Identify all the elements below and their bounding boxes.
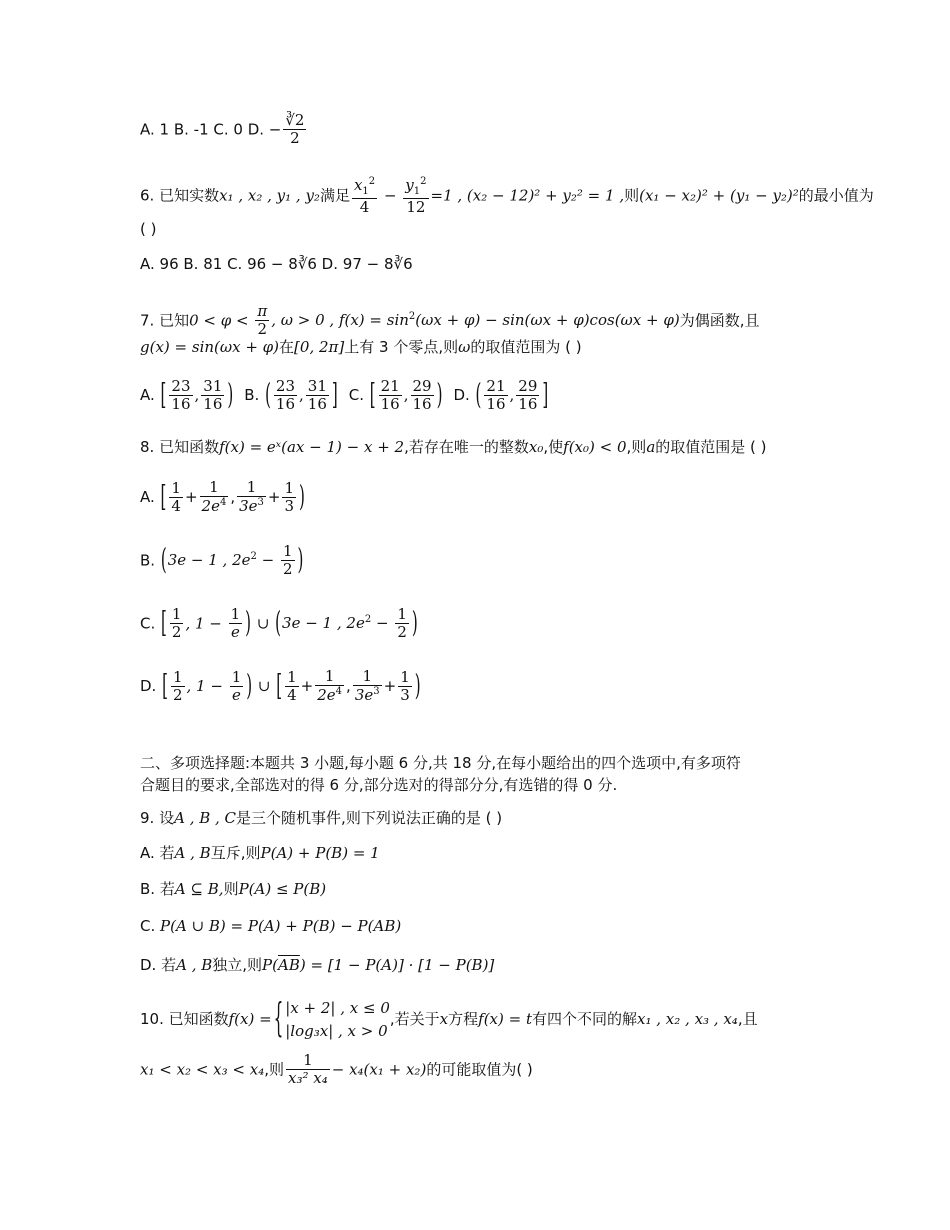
q7-upper-bound: $\frac{31}{16}$	[307, 377, 327, 414]
q7-stem-line1: 7. 已知0 < φ < $\frac{\pi}{2}$ , ω > 0 , $f(x) = \sin^2(\omega x + \varphi) - \sin(\omega x + \varphi)\cos(\omega x + \varphi)$为偶函数,且	[140, 302, 760, 339]
q7-option-label: A.	[140, 386, 160, 405]
q7-g-def: g(x) = sin(ωx + φ)	[140, 338, 280, 356]
q5-options	[140, 112, 308, 148]
q8-option-c: C. [ $\frac{1}{2}$ , 1 − $\frac{1}{e}$ ) ∪ (3e − 1 , $2e^2$ − $\frac{1}{2}$ )	[140, 605, 418, 642]
q6-options: A. 96 B. 81 C. 96 − 8∛6 D. 97 − 8∛6	[140, 255, 413, 273]
section2-line1: 二、多项选择题:本题共 3 小题,每小题 6 分,共 18 分,在每小题给出的四个选项中,有多项符	[140, 754, 741, 772]
q7-prefix: 7. 已知	[140, 311, 190, 330]
q9-overline-ab: $\overline{AB}$	[278, 956, 300, 974]
q6-cond: 满足	[319, 186, 350, 205]
q7-upper-bound: $\frac{31}{16}$	[203, 377, 223, 414]
q7-lower-bound: $\frac{23}{16}$	[275, 377, 296, 414]
q7-right-bracket: )	[227, 377, 234, 412]
q10-brace: {	[273, 994, 284, 1042]
q6-expr: (x₁ − x₂)² + (y₁ − y₂)²	[639, 186, 799, 205]
q9-stem: 9. 设A , B , C是三个随机事件,则下列说法正确的是 ( )	[140, 809, 503, 827]
q7-upper-bound: $\frac{29}{16}$	[412, 377, 432, 414]
q7-left-bracket: [	[160, 377, 167, 412]
q7-options	[140, 378, 559, 414]
q8-stem: 8. 已知函数f(x) = eˣ(ax − 1) − x + 2,若存在唯一的整数x₀,使f(x₀) < 0,则a的取值范围是 ( )	[140, 438, 767, 456]
q7-upper-bound: $\frac{29}{16}$	[518, 377, 538, 414]
q7-option-label: D.	[453, 386, 475, 405]
q7-left-bracket: [	[369, 377, 376, 412]
q7-option-a: A. [ $\frac{23}{16}$ , $\frac{31}{16}$ )	[140, 377, 234, 414]
q6-then: 则	[624, 186, 640, 205]
q7-lower-bound: $\frac{21}{16}$	[486, 377, 506, 414]
q7-line1-tail: 为偶函数,且	[679, 311, 760, 330]
q9-option-a: A. 若A , B互斥,则P(A) + P(B) = 1	[140, 844, 380, 862]
q10-stem-line1: 10. 已知函数f(x) = { |x + 2| , x ≤ 0 |log₃x| , x > 0 ,若关于x方程f(x) = t有四个不同的解x₁ , x₂ , x₃ , x₄,且	[140, 994, 758, 1042]
q5-d-fraction	[283, 112, 306, 148]
q6-eq-tail: =1 , (x₂ − 12)² + y₂² = 1 ,	[430, 186, 625, 205]
q6-frac1: $\frac{x_1^2}{4}$	[353, 176, 376, 216]
q7-option-label: C.	[348, 386, 369, 405]
q7-lower-bound: $\frac{23}{16}$	[171, 377, 191, 414]
q9-option-b: B. 若A ⊆ B,则P(A) ≤ P(B)	[140, 880, 327, 898]
q8-function: f(x) = eˣ(ax − 1) − x + 2	[219, 438, 405, 456]
q10-piecewise: |x + 2| , x ≤ 0 |log₃x| , x > 0	[285, 999, 390, 1040]
q9-option-d: D. 若A , B独立,则$P(\overline{AB}) = [1 - P(A)] \cdot [1 - P(B)]$	[140, 956, 495, 974]
q7-right-bracket: ]	[331, 377, 338, 412]
q7-left-bracket: (	[475, 377, 482, 412]
q5-d-num: ∛2	[285, 111, 305, 129]
q7-option-c: C. [ $\frac{21}{16}$ , $\frac{29}{16}$ )	[348, 377, 443, 414]
q10-fraction: $\frac{1}{\text{x₃² x₄}}$	[288, 1051, 328, 1088]
q7-pi-half: $\frac{\pi}{2}$	[257, 302, 268, 339]
q8-option-b: B. (3e − 1 , $2e^2$ − $\frac{1}{2}$ )	[140, 542, 304, 579]
q10-stem-line2: x₁ < x₂ < x₃ < x₄,则 $\frac{1}{\text{x₃² x₄}}$ − x₄(x₁ + x₂)的可能取值为( )	[140, 1051, 533, 1088]
q6-stem: 6. 已知实数x₁ , x₂ , y₁ , y₂满足 $\frac{x_1^2}{4}$ − $\frac{y_1^2}{12}$ =1 , (x₂ − 12)² + y₂² = 1 ,则(x₁ − x₂)² + (y₁ − y₂)²的最小值为	[140, 176, 874, 216]
q7-right-bracket: )	[436, 377, 443, 412]
q8-option-a: A. [ $\frac{1}{4}$ + $\frac{1}{2e^4}$ , $\frac{1}{3e^3}$ + $\frac{1}{3}$ )	[140, 478, 305, 516]
q6-paren: ( )	[140, 220, 157, 238]
section2-line2: 合题目的要求,全部选对的得 6 分,部分选对的得部分分,有选错的得 0 分.	[140, 776, 618, 794]
q6-vars: x₁ , x₂ , y₁ , y₂	[219, 186, 320, 205]
q7-option-b: B. ( $\frac{23}{16}$ , $\frac{31}{16}$ ]	[244, 377, 338, 414]
q7-option-d: D. ( $\frac{21}{16}$ , $\frac{29}{16}$ ]	[453, 377, 549, 414]
q9-option-c: C. P(A ∪ B) = P(A) + P(B) − P(AB)	[140, 917, 402, 935]
q7-option-label: B.	[244, 386, 265, 405]
q5-option-text: A. 1 B. -1 C. 0 D. −	[140, 120, 282, 139]
q6-frac2: $\frac{y_1^2}{12}$	[405, 176, 427, 216]
q7-left-bracket: (	[265, 377, 271, 412]
q8-option-d: D. [ $\frac{1}{2}$ , 1 − $\frac{1}{e}$ ) ∪ [ $\frac{1}{4}$ + $\frac{1}{2e^4}$ , $\frac{1}{3e^3}$ + $\frac{1}{3}$ )	[140, 667, 421, 705]
q6-tail: 的最小值为	[798, 186, 874, 205]
q5-d-den: 2	[290, 129, 300, 148]
q7-right-bracket: ]	[542, 377, 549, 412]
q7-lower-bound: $\frac{21}{16}$	[380, 377, 400, 414]
q6-prefix: 6. 已知实数	[140, 186, 220, 205]
q7-stem-line2: g(x) = sin(ωx + φ)在[0, 2π]上有 3 个零点,则ω的取值范围为 ( )	[140, 338, 582, 356]
